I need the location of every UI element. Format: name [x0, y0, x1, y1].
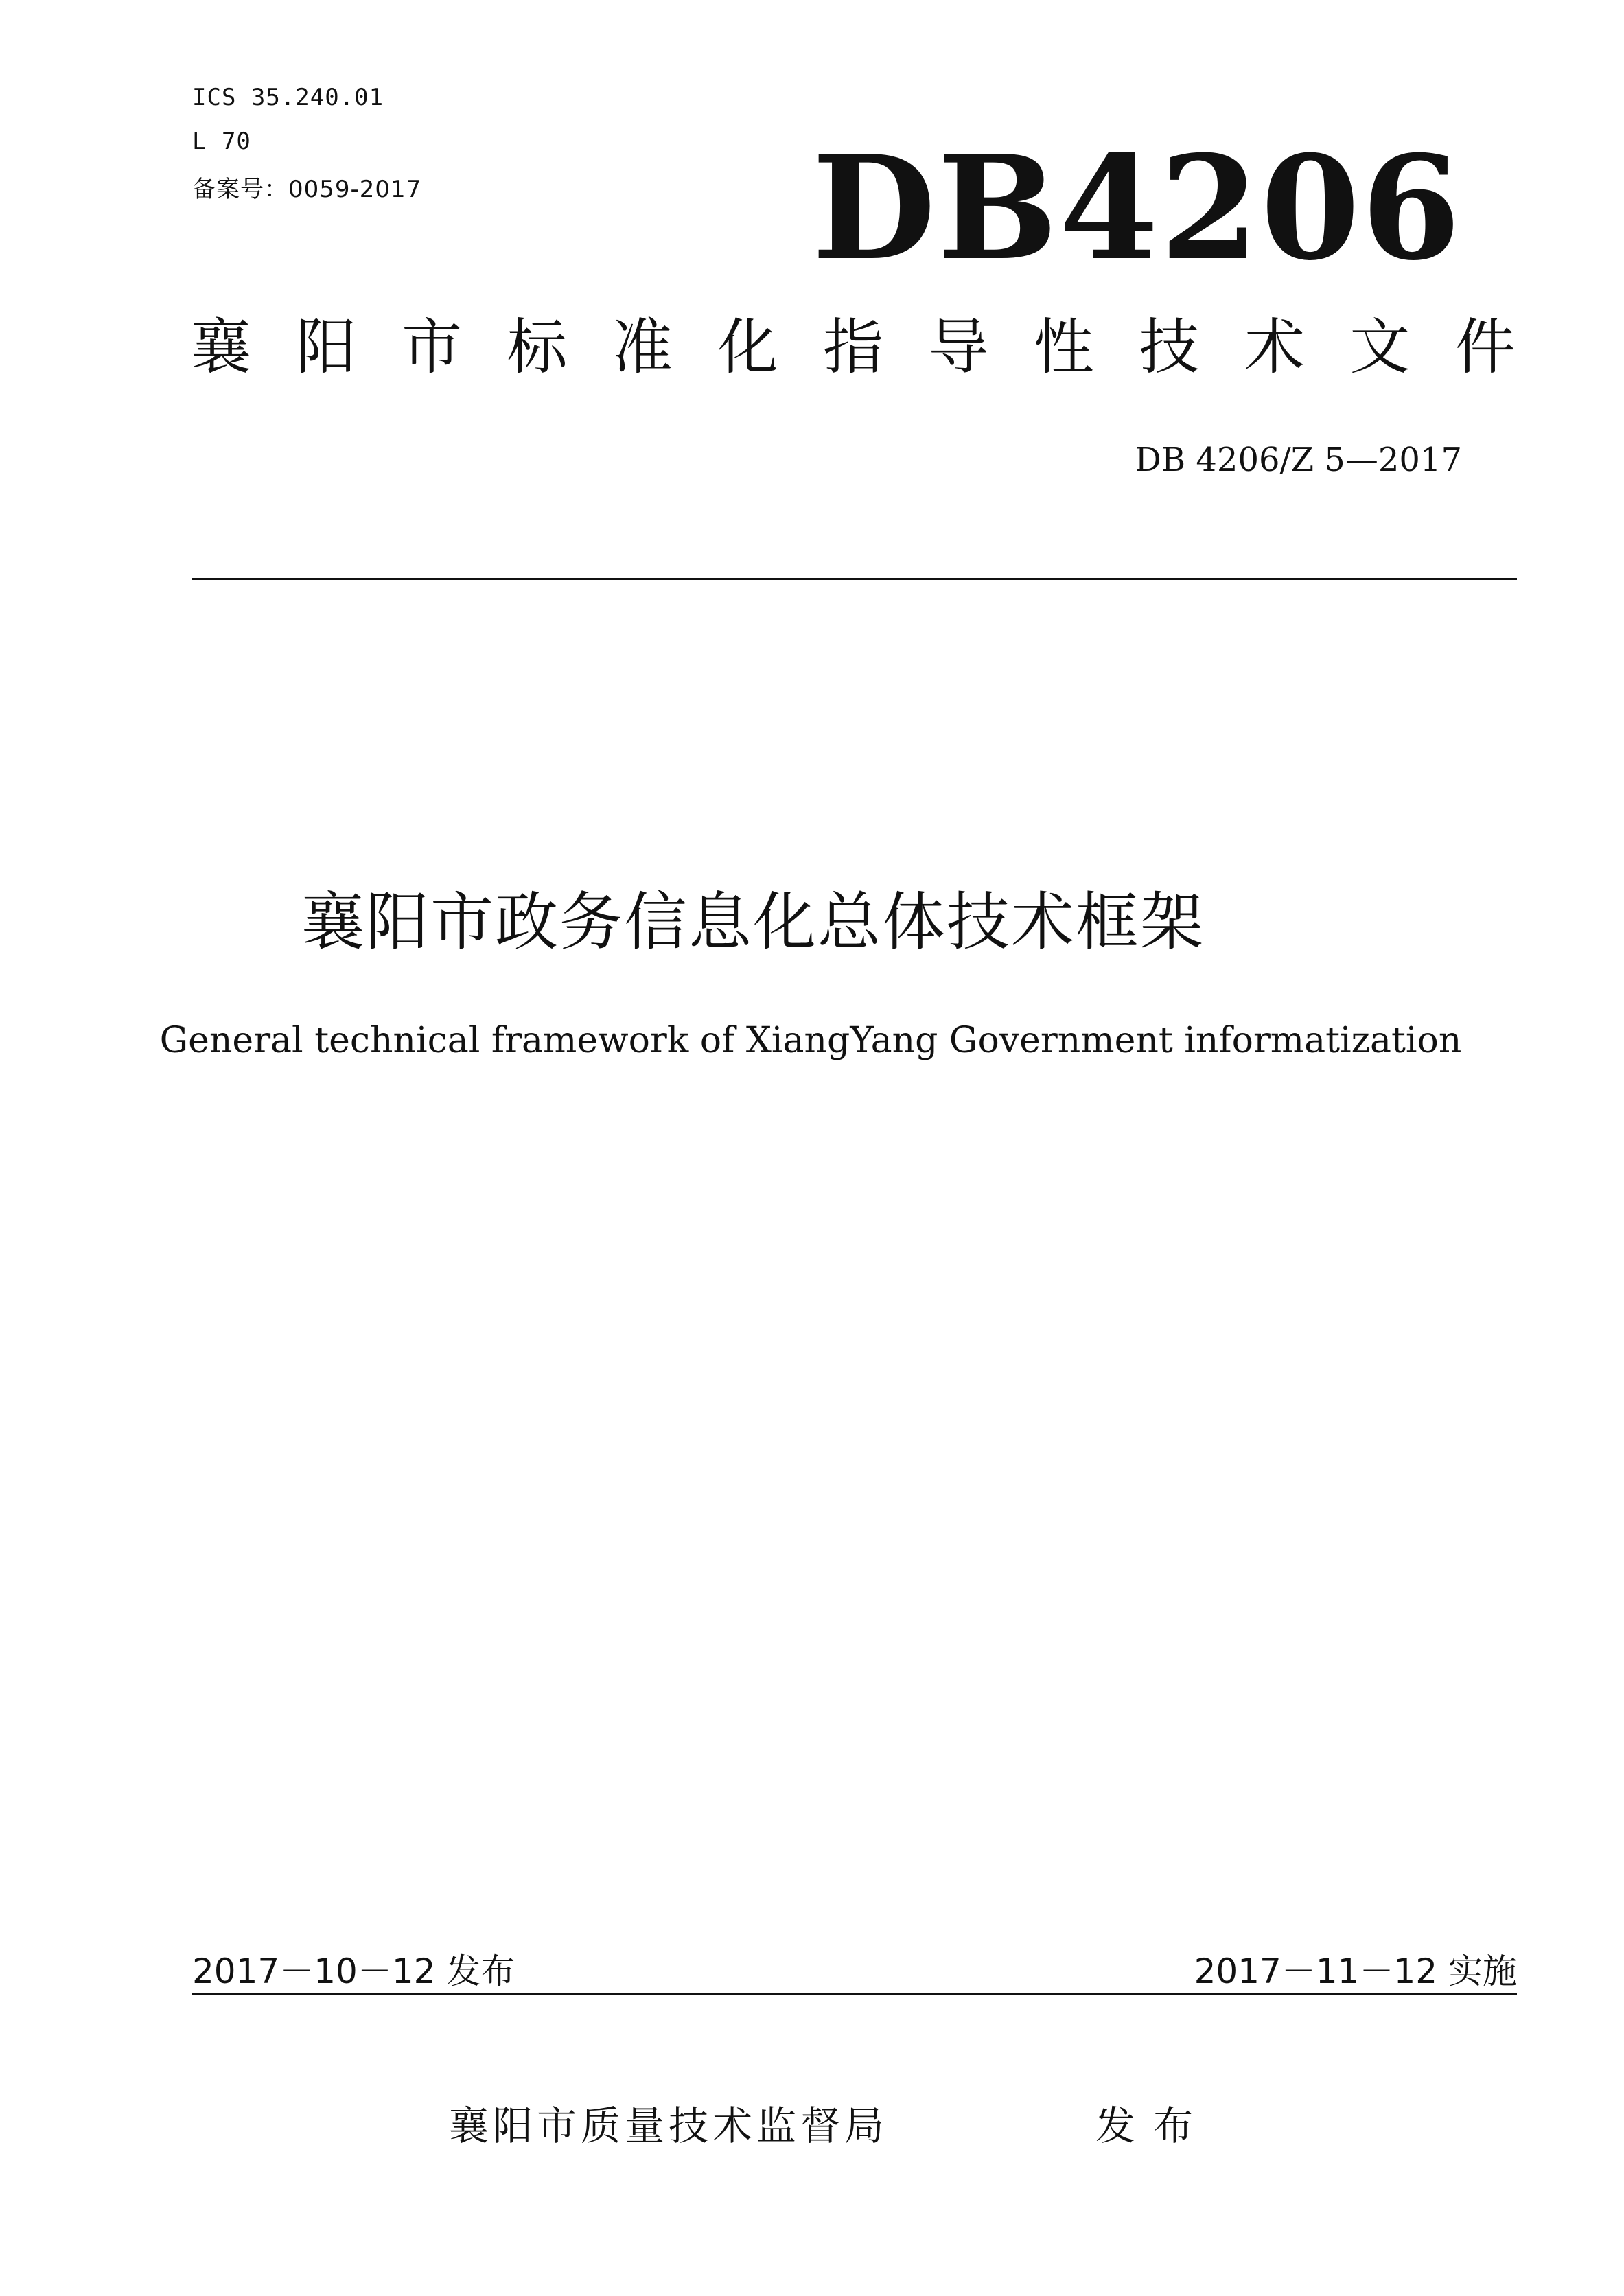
document-type-char: 襄 — [191, 312, 252, 382]
publish-label: 发布 — [1095, 2102, 1211, 2149]
document-type-char: 市 — [401, 312, 462, 382]
document-type-heading — [191, 312, 1516, 382]
document-type-char: 性 — [1033, 312, 1094, 382]
title-english-text: General technical framework of XiangYang Government informatization — [159, 1020, 1462, 1061]
document-type-char: 术 — [1244, 312, 1305, 382]
implementation-date: 2017－11－12 实施 — [1194, 1951, 1517, 1991]
document-type-char: 化 — [717, 312, 778, 382]
top-divider — [192, 578, 1517, 580]
document-type-char: 标 — [507, 312, 568, 382]
document-type-char: 指 — [822, 312, 883, 382]
title-english — [0, 1020, 1624, 1061]
standard-code-logo: DB4206 — [811, 125, 1462, 292]
issue-date: 2017－10－12 发布 — [192, 1951, 515, 1991]
standard-number: DB 4206/Z 5—2017 — [1135, 441, 1462, 479]
ccs-code: L 70 — [192, 128, 251, 155]
title-chinese — [0, 885, 1624, 959]
document-type-char: 导 — [928, 312, 989, 382]
document-type-char: 件 — [1454, 312, 1516, 382]
document-type-char: 准 — [612, 312, 673, 382]
filing-number: 备案号：0059-2017 — [192, 176, 422, 203]
bottom-divider — [192, 1993, 1517, 1995]
title-chinese-text: 襄阳市政务信息化总体技术框架 — [301, 885, 1205, 959]
ics-code: ICS 35.240.01 — [192, 84, 384, 111]
publisher-name: 襄阳市质量技术监督局 — [449, 2102, 889, 2149]
document-type-char: 阳 — [296, 312, 357, 382]
document-type-char: 文 — [1349, 312, 1411, 382]
document-type-char: 技 — [1139, 312, 1200, 382]
